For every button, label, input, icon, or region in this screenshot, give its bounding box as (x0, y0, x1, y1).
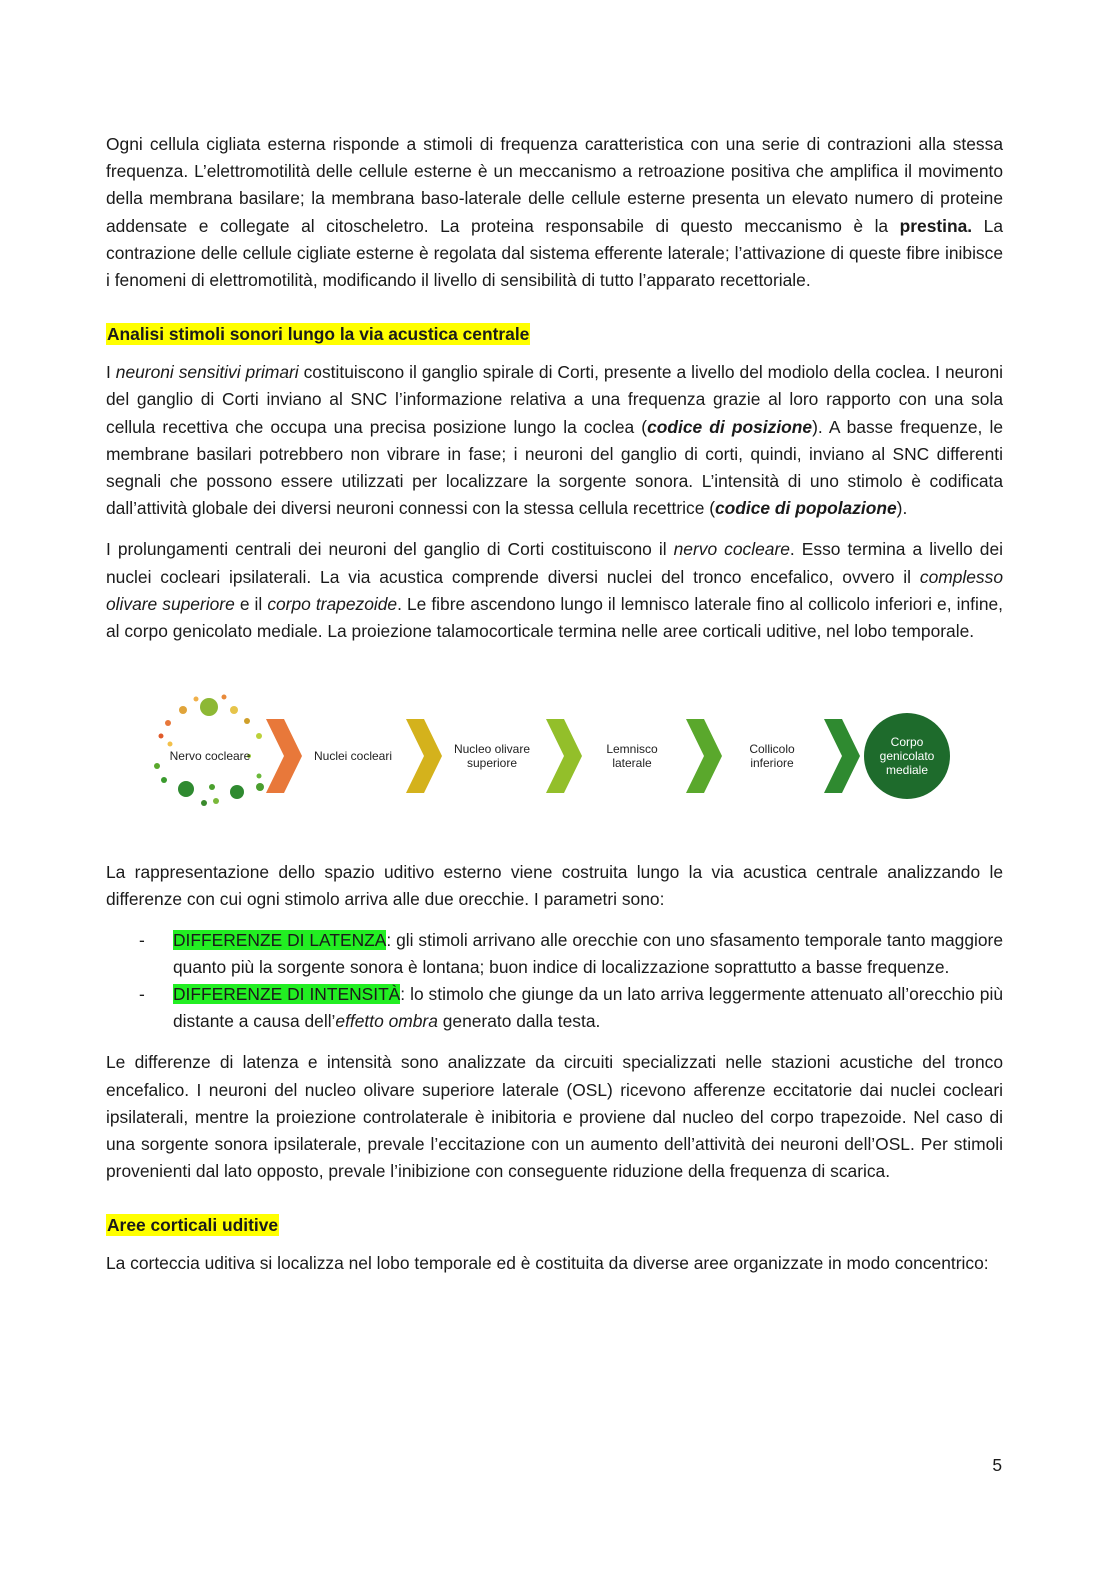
paragraph-auditory-cortex (106, 1250, 1003, 1277)
fiber-dot (213, 798, 219, 804)
fiber-dot (179, 706, 187, 714)
highlighted-term: DIFFERENZE DI INTENSITÀ (173, 984, 401, 1005)
stage-label-line: superiore (466, 756, 518, 771)
text-run: La rappresentazione dello spazio uditivo esterno viene costruita lungo la via acustica centrale analizzando le differenze con cui ogni stimolo arriva alle due orecchie. I parametri sono: (106, 862, 1003, 910)
stage-label-line: Nucleo olivare (453, 742, 531, 757)
fiber-dot (159, 734, 164, 739)
fiber-dot (222, 695, 227, 700)
fiber-dot (256, 733, 262, 739)
fiber-dot (230, 706, 238, 714)
bold-term: prestina. (899, 215, 973, 236)
paragraph-outer-hair-cells (106, 131, 1003, 294)
text-run: : lo stimolo che giunge da un lato arriva leggermente attenuato all’orecchio più distante a causa dell’ (173, 984, 1003, 1032)
paragraph-brainstem-circuits (106, 1049, 1003, 1185)
text-run: I prolungamenti centrali dei neuroni del ganglio di Corti costituiscono il (106, 539, 674, 560)
chevron-arrow-icon (266, 719, 302, 793)
highlighted-term: DIFFERENZE DI LATENZA (173, 929, 387, 950)
stage-label-line: Nuclei cocleari (313, 749, 393, 764)
fiber-dot (256, 783, 264, 791)
fiber-dot (200, 698, 218, 716)
stage-label-line: Nervo cocleare (169, 749, 251, 764)
bold-italic-term: codice di posizione (647, 416, 813, 437)
stage-label-line: inferiore (750, 756, 794, 771)
list-item-latency (106, 927, 1003, 981)
text-run: . Esso termina a livello dei nuclei cocleari ipsilaterali. La via acustica comprende diversi nuclei del tronco encefalico, ovvero il (106, 539, 1003, 587)
text-run: e il (234, 593, 268, 614)
fiber-dot (194, 697, 199, 702)
stage-label-line: laterale (612, 756, 652, 771)
text-run: ). (896, 498, 908, 519)
bold-italic-term: codice di popolazione (715, 498, 897, 519)
pathway-stage-label (437, 742, 547, 770)
fiber-dot (178, 781, 194, 797)
stage-label-line: Lemnisco (606, 742, 658, 757)
text-run: costituiscono il ganglio spirale di Corti, presente a livello del modiolo della coclea. I neuroni del ganglio di Corti inviano al SNC l’informazione relativa a una frequenza grazie al loro rapporto con una sola cellula recettiva che occupa una precisa posizione lungo la coclea ( (106, 362, 1004, 437)
fiber-dot (209, 784, 215, 790)
italic-term: corpo trapezoide (267, 593, 398, 614)
fiber-dot (154, 763, 160, 769)
fiber-dot (244, 718, 250, 724)
text-run: generato dalla testa. (437, 1011, 601, 1032)
text-run: Le differenze di latenza e intensità sono analizzate da circuiti specializzati nelle stazioni acustiche del tronco encefalico. I neuroni del nucleo olivare superiore laterale (OSL) ricevono afferenze eccitatorie dai nuclei cocleari ipsilaterali, mentre la proiezione controlaterale è inibitoria e proviene dal nucleo del corpo trapezoide. Nel caso di una sorgente sonora ipsilaterale, prevale l’eccitazione con un aumento dell’attività dei neuroni dell’OSL. Per stimoli provenienti dal lato opposto, prevale l’inibizione con conseguente riduzione della frequenza di scarica. (106, 1052, 1003, 1182)
section-heading-auditory-cortex: Aree corticali uditive (107, 1215, 279, 1236)
fiber-dot (168, 742, 173, 747)
section-heading-central-pathway: Analisi stimoli sonori lungo la via acustica centrale (107, 324, 530, 345)
italic-term: effetto ombra (335, 1011, 438, 1032)
pathway-stage-label (298, 749, 408, 763)
pathway-stage-label (852, 735, 962, 777)
paragraph-primary-neurons (106, 359, 1003, 522)
stage-label-line: mediale (885, 763, 929, 778)
text-run: ). A basse frequenze, le membrane basilari potrebbero non vibrare in fase; i neuroni del ganglio di corti, quindi, inviano al SNC differenti segnali che possono essere utilizzati per localizzare la sorgente sonora. L’intensità di uno stimolo è codificata dall’attività globale dei diversi neuroni connessi con la stessa cellula recettrice ( (106, 416, 1003, 519)
stage-label-line: genicolato (879, 749, 935, 764)
auditory-pathway-diagram (106, 683, 1003, 833)
pathway-stage-label (717, 742, 827, 770)
text-run: Ogni cellula cigliata esterna risponde a stimoli di frequenza caratteristica con una serie di contrazioni alla stessa frequenza. L’elettromotilità delle cellule esterne è un meccanismo a retroazione positiva che amplifica il movimento della membrana basilare; la membrana baso-laterale delle cellule esterne presenta un elevato numero di proteine addensate e collegate al citoscheletro. La proteina responsabile di questo meccanismo è la (106, 134, 1003, 236)
pathway-stage-label (155, 749, 265, 763)
text-run: La corteccia uditiva si localizza nel lobo temporale ed è costituita da diverse aree organizzate in modo concentrico: (106, 1253, 989, 1274)
text-run: : gli stimoli arrivano alle orecchie con uno sfasamento temporale tanto maggiore quanto più la sorgente sonora è lontana; buon indice di localizzazione soprattutto a basse frequenze. (173, 929, 1003, 977)
text-run: I (106, 362, 116, 383)
document-page (106, 131, 1003, 1278)
page-number: 5 (992, 1455, 1002, 1475)
paragraph-spatial-representation (106, 859, 1003, 913)
fiber-dot (257, 774, 262, 779)
italic-term: complesso olivare superiore (106, 566, 1003, 614)
fiber-dot (165, 720, 171, 726)
list-item-intensity (106, 981, 1003, 1035)
text-run: . Le fibre ascendono lungo il lemnisco laterale fino al collicolo inferiori e, infine, al corpo genicolato mediale. La proiezione talamocorticale termina nelle aree corticali uditive, nel lobo temporale. (106, 593, 1004, 642)
stage-label-line: Collicolo (749, 742, 795, 757)
text-run: La contrazione delle cellule cigliate esterne è regolata dal sistema efferente laterale; l’attivazione di queste fibre inibisce i fenomeni di elettromotilità, modificando il livello di sensibilità di tutto l’apparato recettoriale. (106, 215, 1003, 291)
italic-term: neuroni sensitivi primari (115, 362, 299, 383)
italic-term: nervo cocleare (673, 539, 790, 560)
pathway-stage-label (577, 742, 687, 770)
parameter-list (106, 927, 1003, 1036)
fiber-dot (161, 777, 167, 783)
stage-label-line: Corpo (890, 735, 924, 750)
paragraph-cochlear-nerve (106, 536, 1003, 645)
fiber-dot (230, 785, 244, 799)
fiber-dot (201, 800, 207, 806)
